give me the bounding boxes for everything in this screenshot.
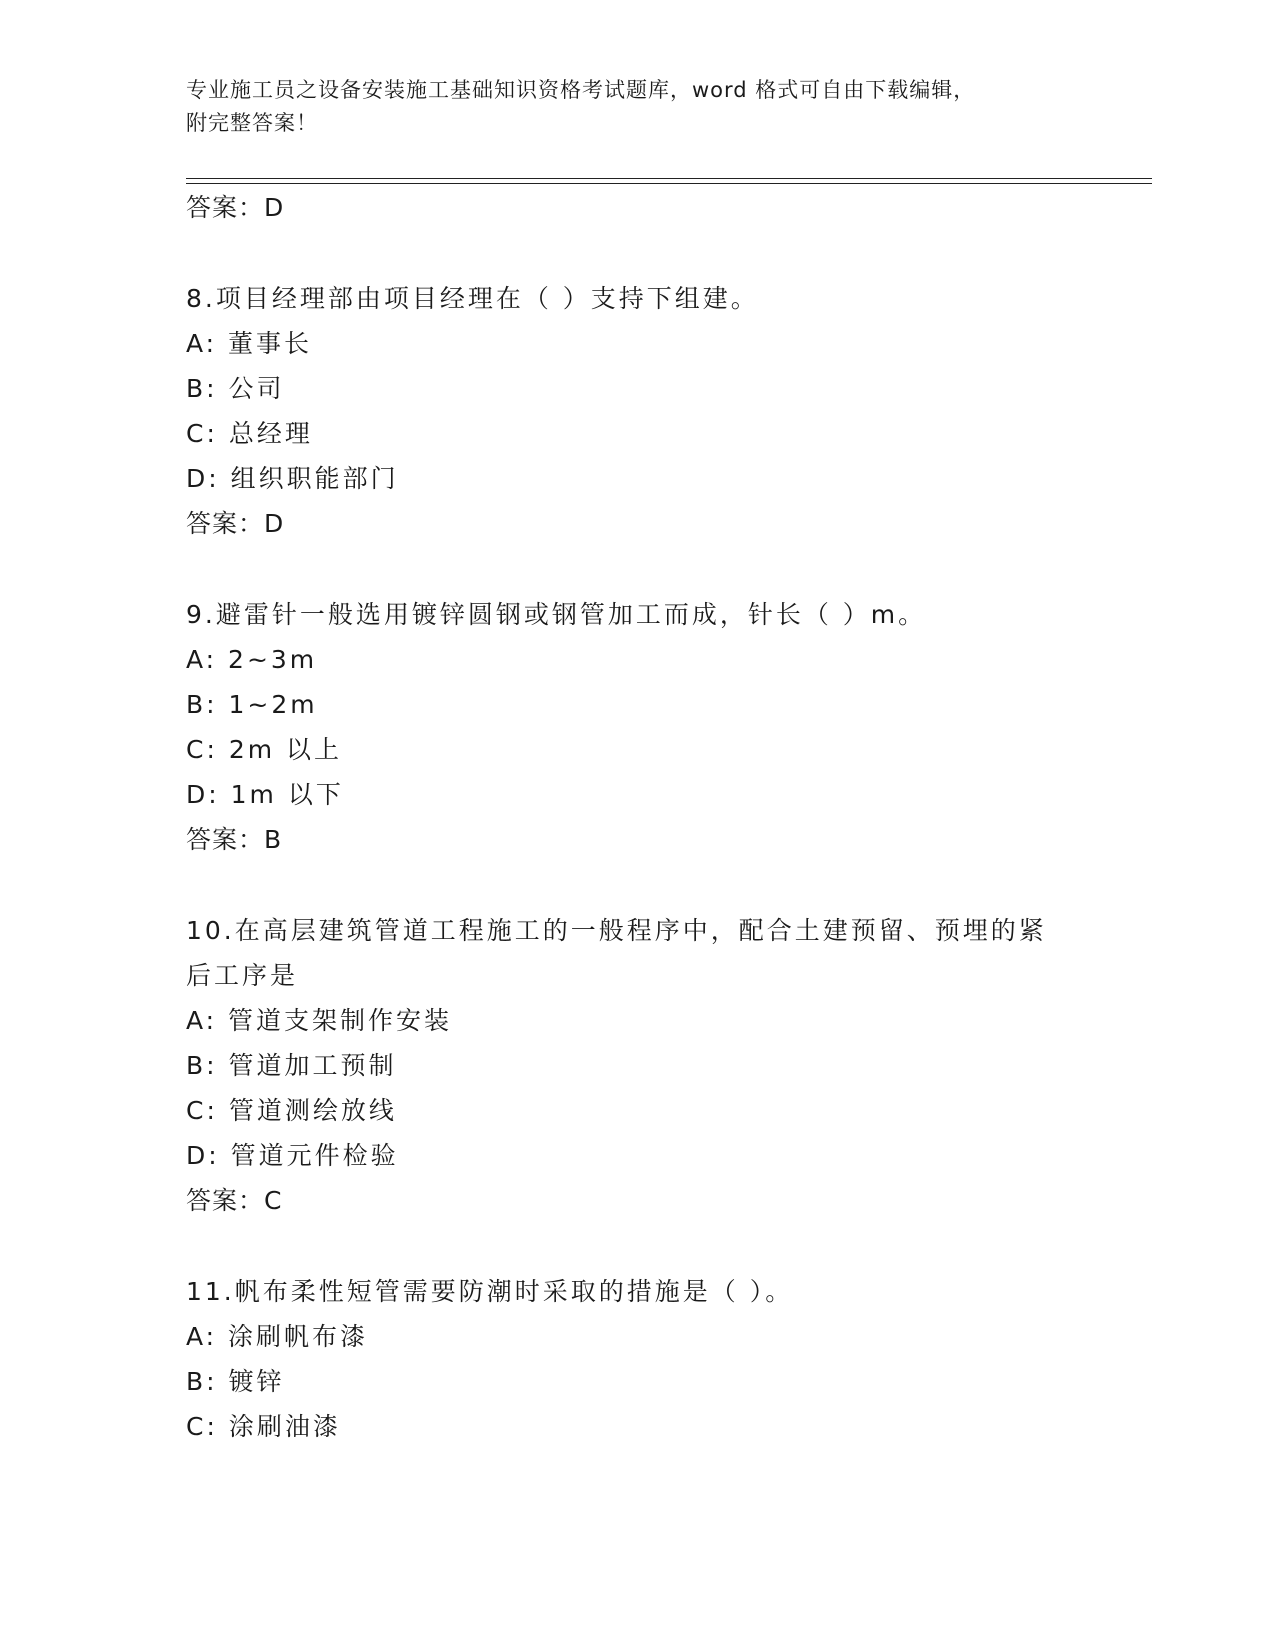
question-10-line-2: 后工序是 [186, 961, 299, 990]
header-divider-bottom [186, 183, 1152, 184]
q11-option-c: C: 涂刷油漆 [186, 1412, 341, 1441]
header-line-2: 附完整答案！ [186, 111, 318, 135]
header-divider-top [186, 178, 1152, 179]
question-8: 8.项目经理部由项目经理在（ ）支持下组建。 [186, 284, 759, 313]
q9-option-a: A: 2~3m [186, 645, 318, 674]
q8-option-d: D: 组织职能部门 [186, 464, 399, 493]
q10-option-b: B: 管道加工预制 [186, 1051, 397, 1080]
q8-option-c: C: 总经理 [186, 419, 313, 448]
q10-option-c: C: 管道测绘放线 [186, 1096, 397, 1125]
q8-option-b: B: 公司 [186, 374, 285, 403]
answer-q7: 答案：D [186, 193, 285, 222]
q10-option-a: A: 管道支架制作安装 [186, 1006, 453, 1035]
question-10-line-1: 10.在高层建筑管道工程施工的一般程序中，配合土建预留、预埋的紧 [186, 916, 1047, 945]
q8-option-a: A: 董事长 [186, 329, 313, 358]
answer-q9: 答案：B [186, 825, 283, 854]
q11-option-b: B: 镀锌 [186, 1367, 285, 1396]
question-11: 11.帆布柔性短管需要防潮时采取的措施是（ ）。 [186, 1277, 794, 1306]
q11-option-a: A: 涂刷帆布漆 [186, 1322, 369, 1351]
q9-option-c: C: 2m 以上 [186, 735, 343, 764]
answer-q8: 答案：D [186, 509, 285, 538]
page-header [186, 74, 1086, 140]
q9-option-b: B: 1~2m [186, 690, 318, 719]
q9-option-d: D: 1m 以下 [186, 780, 344, 809]
question-9: 9.避雷针一般选用镀锌圆钢或钢管加工而成，针长（ ）m。 [186, 600, 927, 629]
answer-q10: 答案：C [186, 1186, 283, 1215]
q10-option-d: D: 管道元件检验 [186, 1141, 399, 1170]
header-line-1: 专业施工员之设备安装施工基础知识资格考试题库，word 格式可自由下载编辑， [186, 78, 976, 102]
